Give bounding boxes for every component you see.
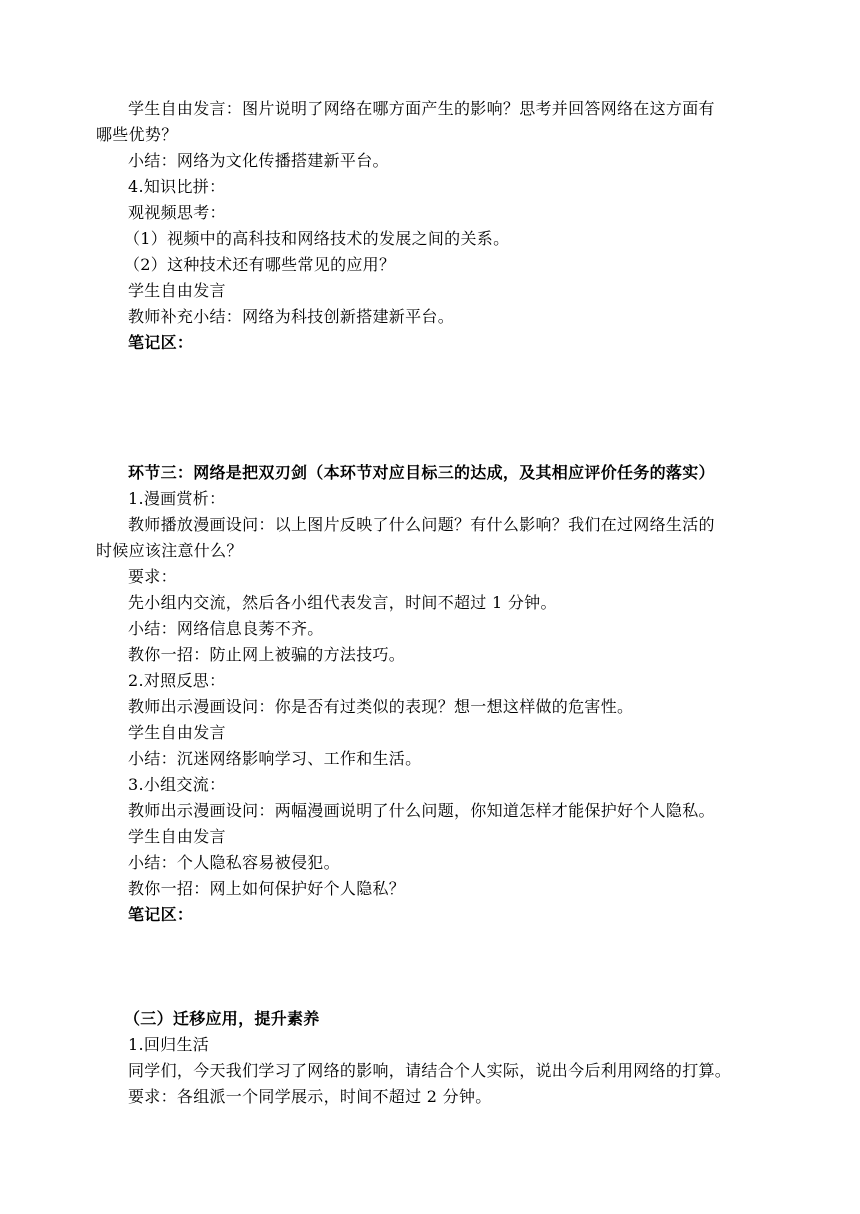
paragraph-line: 学生自由发言：图片说明了网络在哪方面产生的影响？思考并回答网络在这方面有 [128, 99, 715, 118]
section-heading: 1.漫画赏析： [128, 489, 226, 508]
section-heading: 1.回归生活 [128, 1035, 210, 1054]
paragraph-line: 时候应该注意什么？ [96, 541, 243, 560]
paragraph-line: 哪些优势？ [96, 125, 178, 144]
paragraph-line: 观视频思考： [128, 203, 226, 222]
summary-line: 小结：网络信息良莠不齐。 [128, 619, 324, 638]
summary-line: 小结：沉迷网络影响学习、工作和生活。 [128, 749, 422, 768]
paragraph-line: 要求：各组派一个同学展示，时间不超过 2 分钟。 [128, 1087, 492, 1106]
paragraph-line: 教你一招：防止网上被骗的方法技巧。 [128, 645, 406, 664]
list-item: （1）视频中的高科技和网络技术的发展之间的关系。 [124, 229, 510, 248]
paragraph-line: 学生自由发言 [128, 723, 226, 742]
section-heading: 4.知识比拼： [128, 177, 226, 196]
section-heading: 2.对照反思： [128, 671, 226, 690]
section-heading: 3.小组交流： [128, 775, 226, 794]
paragraph-line: 学生自由发言 [128, 827, 226, 846]
paragraph-line: 学生自由发言 [128, 281, 226, 300]
paragraph-line: 教师播放漫画设问：以上图片反映了什么问题？有什么影响？我们在过网络生活的 [128, 515, 715, 534]
summary-line: 小结：网络为文化传播搭建新平台。 [128, 151, 389, 170]
summary-line: 教师补充小结：网络为科技创新搭建新平台。 [128, 307, 455, 326]
notes-label: 笔记区： [128, 905, 194, 924]
paragraph-line: 教师出示漫画设问：两幅漫画说明了什么问题，你知道怎样才能保护好个人隐私。 [128, 801, 715, 820]
paragraph-line: 同学们，今天我们学习了网络的影响，请结合个人实际，说出今后利用网络的打算。 [128, 1061, 732, 1080]
paragraph-line: 教你一招：网上如何保护好个人隐私？ [128, 879, 406, 898]
section-title: （三）迁移应用，提升素养 [124, 1009, 320, 1028]
paragraph-line: 要求： [128, 567, 177, 586]
paragraph-line: 教师出示漫画设问：你是否有过类似的表现？想一想这样做的危害性。 [128, 697, 634, 716]
summary-line: 小结：个人隐私容易被侵犯。 [128, 853, 340, 872]
paragraph-line: 先小组内交流，然后各小组代表发言，时间不超过 1 分钟。 [128, 593, 557, 612]
notes-label: 笔记区： [128, 333, 194, 352]
list-item: （2）这种技术还有哪些常见的应用？ [124, 255, 396, 274]
section-title: 环节三：网络是把双刃剑（本环节对应目标三的达成，及其相应评价任务的落实） [128, 463, 715, 482]
